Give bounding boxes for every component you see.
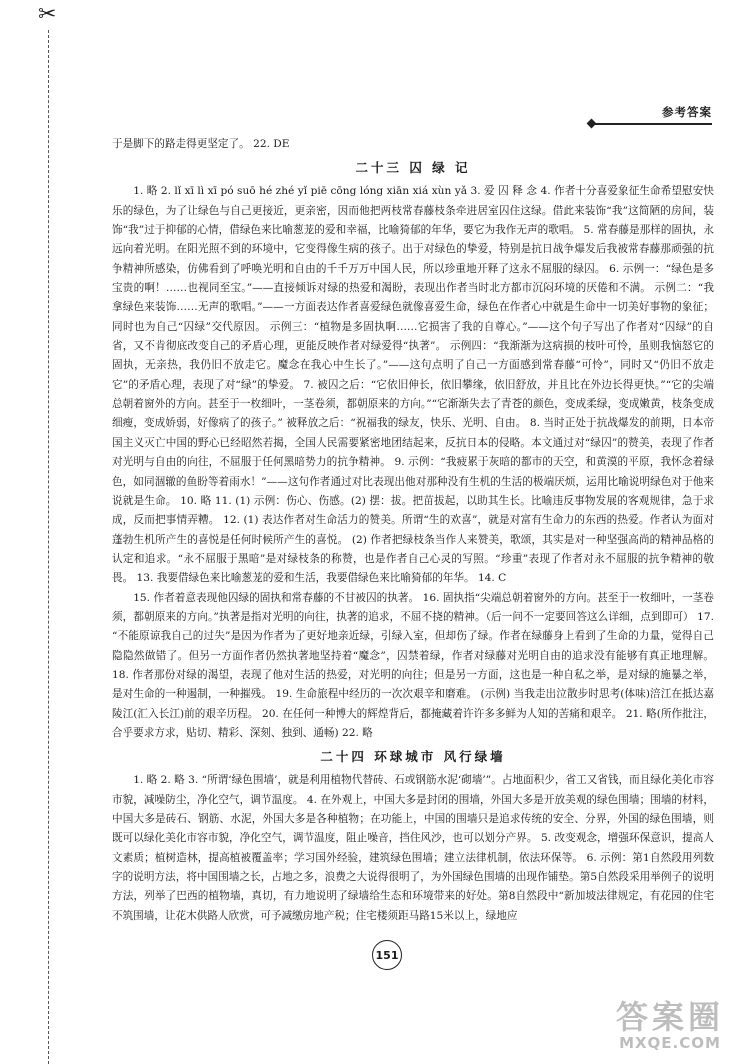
page-number: 151 xyxy=(372,940,402,970)
answer-line-continuation: 于是脚下的路走得更坚定了。 22. DE xyxy=(112,138,290,150)
header-label: 参考答案 xyxy=(662,105,712,119)
answers-section-24: 1. 略 2. 略 3. “所谓‘绿色围墙’，就是利用植物代替砖、石或钢筋水泥‘砌墙’”。占地面积少，省工又省钱，而且绿化美化市容市貌，减噪防尘，净化空气，调节温度。 4. 在外观上，中国大多是封闭的围墙，外国大多是开放美观的绿色围墙；围墙的材料，中国大多是砖石、钢筋、水泥，外国大多是各种植物；在功能上，中国的围墙只是追求传统的安全、分界，外国的绿色围墙，则既可以绿化美化市容市貌，净化空气，调节温度，阻止噪音，挡住风沙，也可以划分产界。 5. 改变观念，增强环保意识，提高人文素质；植树造林，提高植被覆盖率；学习国外经验，建筑绿色围墙；建立法律机制，依法环保等。 6. 示例：第1自然段用列数字的说明方法，将中国围墙之长，占地之多，浪费之大说得很明了，为外国绿色围墙的出现作铺垫。第5自然段采用举例子的说明方法，列举了巴西的植物墙，真切，有力地说明了绿墙给生态和环境带来的好处。第8自然段中“新加坡法律规定，有花园的住宅不筑围墙，让花木供路人欣赏，可予减缴房地产税；住宅楼须距马路15米以上，绿地应 xyxy=(112,774,714,922)
cut-line xyxy=(48,30,49,1064)
answers-section-23: 1. 略 2. lǐ xī lì xī pó suō hé zhé yǐ piē cōng lóng xiān xiá xùn yǎ 3. 爱 囚 释 念 4. 作者十分喜爱象征生命希望慰安快乐的绿色，为了让绿色与自己更接近，更亲密，因而他把两枝常春藤枝条牵进居室囚住这绿。借此来装饰“我”这简陋的房间，装饰“我”过于抑郁的心情，借绿色来比喻葱茏的爱和幸福，比喻猗郁的年华，要它为我作无声的歌唱。 5. 常春藤是那样的固执，永远向着光明。在阳光照不到的环境中，它变得像生病的孩子。出于对绿色的挚爱，特别是抗日战争爆发后我被常春藤那顽强的抗争精神所感染，仿佛看到了呼唤光明和自由的千千万万中国人民，所以珍重地开释了这永不屈服的绿囚。 6. 示例一：“绿色是多宝贵的啊！……也视同至宝。”——直接倾诉对绿的热爱和渴盼，表现出作者当时北方都市沉闷环境的厌倦和不满。 示例二：“我拿绿色来装饰……无声的歌唱。”——一方面表达作者喜爱绿色就像喜爱生命，绿色在作者心中就是生命中一切美好事物的象征；同时也为自己“囚绿”交代原因。 示例三：“植物是多固执啊……它损害了我的自尊心。”——这个句子写出了作者对“囚绿”的自省，又不肯彻底改变自己的矛盾心理，更能反映作者对绿爱得“执著”。 示例四：“我渐渐为这病损的枝叶可怜，虽则我恼怒它的固执，无亲热，我仍旧不放走它。魔念在我心中生长了。”——这句点明了自己一方面感到常春藤“可怜”，同时又“仍旧不放走它”的矛盾心理，表现了对“绿”的挚爱。 7. 被囚之后：“它依旧伸长，依旧攀缘，依旧舒放，并且比在外边长得更快。”“它的尖端总朝着窗外的方向。甚至于一枚细叶，一茎卷须，都朝原来的方向。”“它渐渐失去了青苍的颜色，变成柔绿，变成嫩黄，枝条变成细瘦，变成娇弱，好像病了的孩子。” 被释放之后：“祝福我的绿友，快乐、光明、自由。 8. 当时正处于抗战爆发的前期，日本帝国主义灭亡中国的野心已经昭然若揭，全国人民需要紧密地团结起来，反抗日本的侵略。本文通过对“绿囚”的赞美，表现了作者对光明与自由的向往，不屈服于任何黑暗势力的抗争精神。 9. 示例：“我疲累于灰暗的都市的天空，和黄漠的平原，我怀念着绿色，如同涸辙的鱼盼等着雨水！”——这句作者通过对比表现出他对那种没有生机的生活的极端厌烦，运用比喻说明绿色对于他来说就是生命。 10. 略 11. (1) 示例：伤心、伤感。(2) 摆：拔。把苗拔起，以助其生长。比喻违反事物发展的客观规律，急于求成，反而把事情弄糟。 12. (1) 表达作者对生命活力的赞美。所谓“生的欢喜”，就是对富有生命力的东西的热爱。作者认为面对蓬勃生机所产生的喜悦是任何时候所产生的喜悦。 (2) 作者把绿枝条当作人来赞美，歌颂，其实是对一种坚强高尚的精神品格的认定和追求。“永不屈服于黑暗”是对绿枝条的称赞，也是作者自己心灵的写照。“珍重”表现了作者对永不屈服的抗争精神的敬畏。 13. 我要借绿色来比喻葱茏的爱和生活，我要借绿色来比喻猗郁的年华。 14. C xyxy=(112,185,714,585)
scissors-icon: ✂ xyxy=(38,2,57,27)
watermark-url: MXQE.COM xyxy=(619,1034,721,1052)
watermark-text: 答案圈 xyxy=(615,998,724,1036)
header-rule xyxy=(594,123,712,125)
answers-section-23-cont: 15. 作者着意表现他囚绿的固执和常春藤的不甘被囚的执著。 16. 固执指“尖端总朝着窗外的方向。甚至于一枚细叶，一茎卷须，都朝原来的方向。”执著是指对光明的向往，执著的追求，不屈不挠的精神。（后一问不一定要回答这么详细，点到即可） 17. “不能原谅我自己的过失”是因为作者为了更好地亲近绿，引绿入室，但却伤了绿。作者在绿藤身上看到了生命的力量，觉得自己隐隐然做错了。但另一方面作者仍然执著地坚持着“魔念”，囚禁着绿，作者对绿藤对光明自由的追求没有能够有真正地理解。 18. 作者那份对绿的渴望，表现了他对生活的热爱，对光明的向往；但是另一方面，这也是一种自私之举，是对绿的施暴之举，是对生命的一种遏制，一种摧残。 19. 生命旅程中经历的一次次艰辛和磨难。 (示例) 当我走出泣散步时思考(体味)涪江在抵达嘉陵江(汇入长江)前的艰辛历程。 20. 在任何一种博大的辉煌背后，都掩藏着许许多多鲜为人知的苦痛和艰辛。 21. 略(所作批注，合乎要求方求，贴切、精彩、深刻、独到、通畅) 22. 略 xyxy=(112,591,714,739)
page-header xyxy=(582,104,712,124)
section-title-24: 二十四 环球城市 风行绿墙 xyxy=(320,749,506,765)
answer-content xyxy=(112,135,714,926)
section-title-23: 二十三 囚 绿 记 xyxy=(355,160,471,176)
watermark-logo xyxy=(600,1000,740,1058)
